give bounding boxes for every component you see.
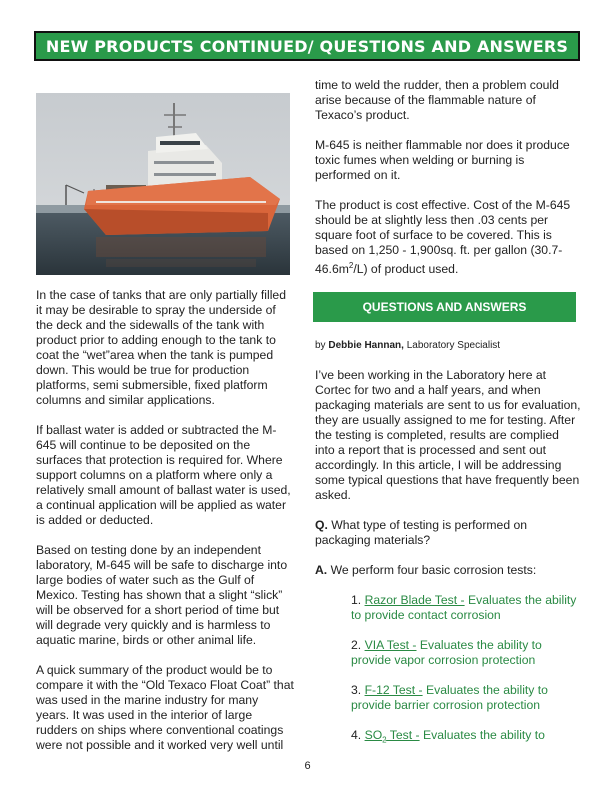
qa-title: QUESTIONS AND ANSWERS	[362, 299, 527, 314]
test-name-f12[interactable]: F-12 Test -	[364, 683, 423, 698]
left-column	[36, 288, 294, 768]
qa-section-banner	[313, 292, 576, 322]
banner-title: NEW PRODUCTS CONTINUED/ QUESTIONS AND ANSWERS	[45, 36, 569, 56]
left-paragraph-3: Based on testing done by an independent laboratory, M-645 will be safe to discharge into large bodies of water such as the Gulf of Mexico. Testing has shown that a slight “slick” will be observed for a short period of time but will degrade very quickly and is harmless to aquatic marine, birds or other animal life.	[36, 543, 288, 647]
answer-text: We perform four basic corrosion tests:	[327, 563, 537, 578]
so2-subscript: 2	[382, 735, 387, 745]
left-paragraph-4: A quick summary of the product would be to compare it with the “Old Texaco Float Coat” that was used in the marine industry for many years. It was used in the interior of large rudders on ships where conventional coatings were not possible and it worked very well until	[36, 663, 294, 752]
left-paragraph-1: In the case of tanks that are only partially filled it may be desirable to spray the underside of the deck and the sidewalls of the tank with product prior to adding enough to the tank to coat the “wet”area when the tank is pumped down. This would be true for production platforms, semi submersible, fixed platform columns and similar applications.	[36, 288, 286, 407]
byline	[315, 338, 581, 353]
cost-text: The product is cost effective. Cost of the M-645 should be at slightly less then .03 cents per square foot of surface to be covered. This is based on 1,250 - 1,900sq. ft. per gallon (30.7-46.6m	[315, 198, 571, 277]
test-number: 1.	[351, 593, 365, 608]
ship-illustration	[36, 93, 290, 275]
test-name-so2[interactable]	[364, 728, 420, 745]
test-item-2	[315, 638, 581, 668]
so2-test-label: Test -	[386, 728, 420, 743]
right-paragraph-2: M-645 is neither flammable nor does it produce toxic fumes when welding or burning is performed on it.	[315, 138, 570, 182]
intro-paragraph: I’ve been working in the Laboratory here at Cortec for two and a half years, and when packaging materials are sent to us for evaluation, they are usually assigned to me for testing. After the testing is completed, results are complied into a report that is processed and sent out accordingly. In this article, I will be addressing some typical questions that have frequently been asked.	[315, 368, 581, 503]
question-text: What type of testing is performed on packaging materials?	[315, 518, 528, 548]
author-title: Laboratory Specialist	[403, 340, 501, 352]
test-name-via[interactable]: VIA Test -	[364, 638, 417, 653]
left-paragraph-2: If ballast water is added or subtracted the M-645 will continue to be deposited on the surfaces that protection is required for. Where support columns on a platform where only a relatively small amount of ballast water is used, a continual application will be applied as water is added or deducted.	[36, 423, 291, 527]
section-banner	[34, 31, 580, 61]
ship-photo	[36, 93, 290, 275]
test-name-razor-blade[interactable]: Razor Blade Test -	[364, 593, 465, 608]
so2-label: SO	[364, 728, 383, 743]
test-number: 3.	[351, 683, 365, 698]
answer-label: A.	[315, 563, 328, 578]
superscript-2: 2	[348, 261, 354, 270]
author-name: Debbie Hannan,	[328, 340, 404, 352]
test-number: 4.	[351, 728, 365, 743]
page-number: 6	[304, 760, 311, 772]
test-desc: Evaluates the ability to	[419, 728, 545, 743]
test-item-4	[315, 728, 581, 747]
test-desc: Evaluates the ability to provide barrier corrosion protection	[351, 683, 548, 713]
test-desc: Evaluates the ability to provide contact corrosion	[351, 593, 577, 623]
right-paragraph-3	[315, 198, 581, 277]
question-label: Q.	[315, 518, 328, 533]
test-desc: Evaluates the ability to provide vapor corrosion protection	[351, 638, 542, 668]
test-item-1	[315, 593, 581, 623]
cost-text-end: /L) of product used.	[353, 262, 459, 277]
test-number: 2.	[351, 638, 365, 653]
byline-prefix: by	[315, 340, 329, 352]
test-item-3	[315, 683, 581, 713]
right-paragraph-1: time to weld the rudder, then a problem could arise because of the flammable nature of Texaco’s product.	[315, 78, 559, 122]
question	[315, 518, 581, 548]
answer	[315, 563, 581, 578]
right-column	[315, 78, 581, 763]
